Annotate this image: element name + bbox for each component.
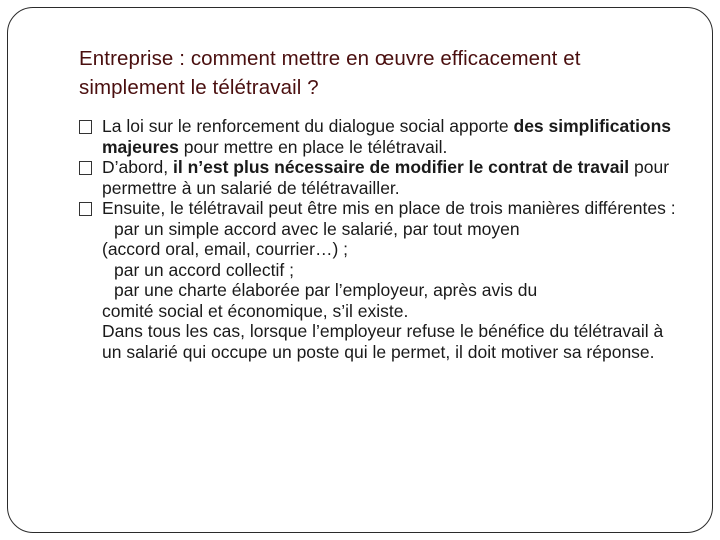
method-item-1-cont: (accord oral, email, courrier…) ;: [102, 239, 349, 259]
bullet-2-text-a: D’abord,: [102, 157, 174, 177]
bullet-1-bold: des simplifications majeures: [102, 116, 672, 157]
closing-paragraph: Dans tous les cas, lorsque l’employeur refuse le bénéfice du télétravail à un salarié qui occupe un poste qui le permet, il doit motiver sa réponse.: [102, 321, 664, 362]
bullet-item-1: [79, 116, 679, 157]
slide-title: [79, 44, 689, 102]
bullet-1-text-a: La loi sur le renforcement du dialogue social apporte: [102, 116, 514, 136]
checkbox-icon: [79, 161, 92, 175]
bullet-1-text-b: pour mettre en place le télétravail.: [178, 136, 448, 157]
title-line-1: Entreprise : comment mettre en œuvre efficacement et: [79, 47, 581, 70]
bullet-2-text-b: pour permettre à un salarié de télétravailler.: [102, 157, 670, 198]
bullet-2-bold: il n’est plus nécessaire de modifier le contrat de travail: [173, 157, 630, 177]
title-line-2: simplement le télétravail ?: [79, 76, 319, 99]
bullet-item-2: [79, 157, 679, 198]
method-item-2: par un accord collectif ;: [114, 259, 294, 280]
bullet-item-3: [79, 198, 679, 219]
method-item-3: par une charte élaborée par l’employeur, après avis du: [114, 280, 538, 300]
slide-body: [79, 116, 679, 362]
method-item-3-cont: comité social et économique, s’il existe.: [102, 300, 409, 321]
bullet-3-text: Ensuite, le télétravail peut être mis en place de trois manières différentes :: [102, 198, 676, 218]
checkbox-icon: [79, 202, 92, 216]
method-item-1: par un simple accord avec le salarié, par tout moyen: [114, 218, 520, 239]
checkbox-icon: [79, 120, 92, 134]
